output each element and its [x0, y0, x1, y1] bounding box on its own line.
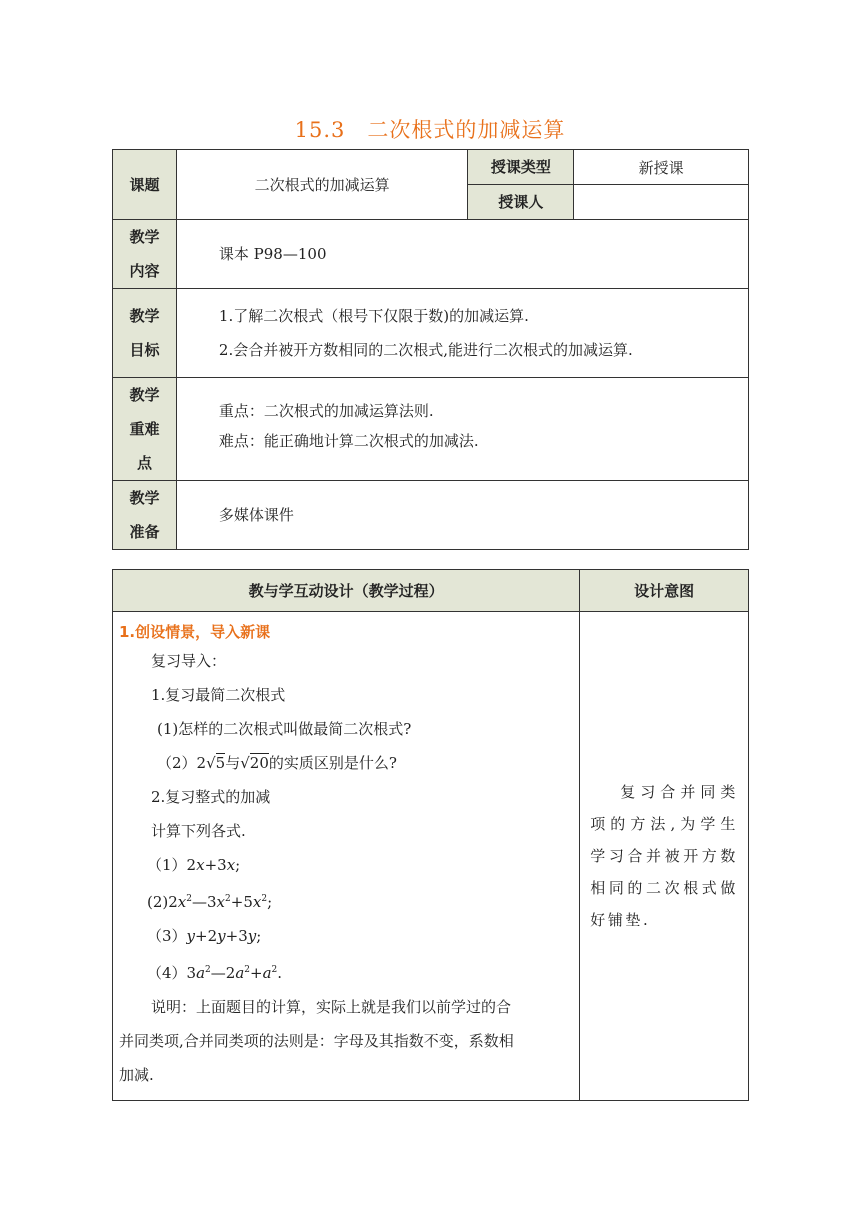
content-label-line1: 教学 [129, 228, 160, 246]
key-label-line3: 点 [136, 454, 152, 472]
lesson-type-label: 授课类型 [468, 150, 574, 185]
prep-label-line1: 教学 [129, 489, 160, 507]
key-label-line1: 教学 [129, 386, 160, 404]
calc-prompt: 计算下列各式. [151, 822, 246, 840]
key-difficulty-label [113, 378, 177, 481]
hard-point: 难点：能正确地计算二次根式的加减法. [218, 432, 479, 450]
expression-4-number: （4） [147, 964, 187, 982]
page-title: 15.3 二次根式的加减运算 [294, 118, 566, 142]
design-intent-text: 复习合并同类项的方法,为学生学习合并被开方数相同的二次根式做好铺垫. [590, 783, 738, 929]
expression-3-number: （3） [147, 927, 187, 945]
prep-label-line2: 准备 [129, 523, 160, 541]
goal-item-2: 2.会合并被开方数相同的二次根式,能进行二次根式的加减运算. [218, 341, 633, 359]
process-header: 教与学互动设计（教学过程） [113, 570, 580, 612]
teacher-value [574, 185, 749, 220]
q2-mid: 与 [225, 754, 241, 772]
expression-2-number: (2) [147, 893, 169, 911]
goal-label [113, 289, 177, 378]
sqrt-5: √5 [206, 754, 226, 772]
review-item-1: 1.复习最简二次根式 [151, 686, 286, 704]
content-label [113, 220, 177, 289]
content-value: 课本 P98—100 [176, 220, 748, 289]
sqrt-5-radicand: 5 [215, 754, 226, 772]
note-line-2: 并同类项,合并同类项的法则是：字母及其指数不变，系数相 [119, 1032, 514, 1050]
expression-3: （3）y+2y+3y; [147, 927, 262, 945]
teacher-label: 授课人 [468, 185, 574, 220]
topic-value: 二次根式的加减运算 [176, 150, 468, 220]
expression-4: $(4)3a^2—2a^2+a^2$. [147, 964, 283, 982]
intent-header: 设计意图 [580, 570, 749, 612]
question-1: (1)怎样的二次根式叫做最简二次根式? [157, 720, 412, 738]
review-intro: 复习导入： [151, 652, 227, 670]
content-label-line2: 内容 [129, 262, 160, 280]
sqrt-20-radicand: 20 [249, 754, 269, 772]
process-table [112, 569, 749, 1101]
note-line-1: 说明：上面题目的计算，实际上就是我们以前学过的合 [151, 998, 512, 1016]
question-2 [119, 746, 573, 780]
review-item-2: 2.复习整式的加减 [151, 788, 271, 806]
prep-value: 多媒体课件 [176, 481, 748, 550]
goal-label-line1: 教学 [129, 307, 160, 325]
goal-label-line2: 目标 [129, 341, 160, 359]
prep-label [113, 481, 177, 550]
lesson-type-value: 新授课 [574, 150, 749, 185]
process-content [113, 612, 580, 1101]
goal-value [176, 289, 748, 378]
section-title: 1.创设情景，导入新课 [119, 623, 271, 641]
key-difficulty-value [176, 378, 748, 481]
design-intent [580, 612, 749, 1101]
key-point: 重点：二次根式的加减运算法则. [218, 402, 434, 420]
expression-1: （1）2x+3x; [147, 856, 241, 874]
topic-label: 课题 [113, 150, 177, 220]
goal-item-1: 1.了解二次根式（根号下仅限于数)的加减运算. [218, 307, 529, 325]
key-label-line2: 重难 [129, 420, 160, 438]
q2-prefix: （2）2 [157, 754, 207, 772]
sqrt-20: √20 [240, 754, 269, 772]
expression-2: $(2)2x^2—3x^2+5x^2$; [147, 893, 273, 911]
note-line-3: 加减. [119, 1066, 154, 1084]
lesson-info-table [112, 149, 749, 550]
expression-1-number: （1） [147, 856, 187, 874]
q2-suffix: 的实质区别是什么? [268, 754, 397, 772]
